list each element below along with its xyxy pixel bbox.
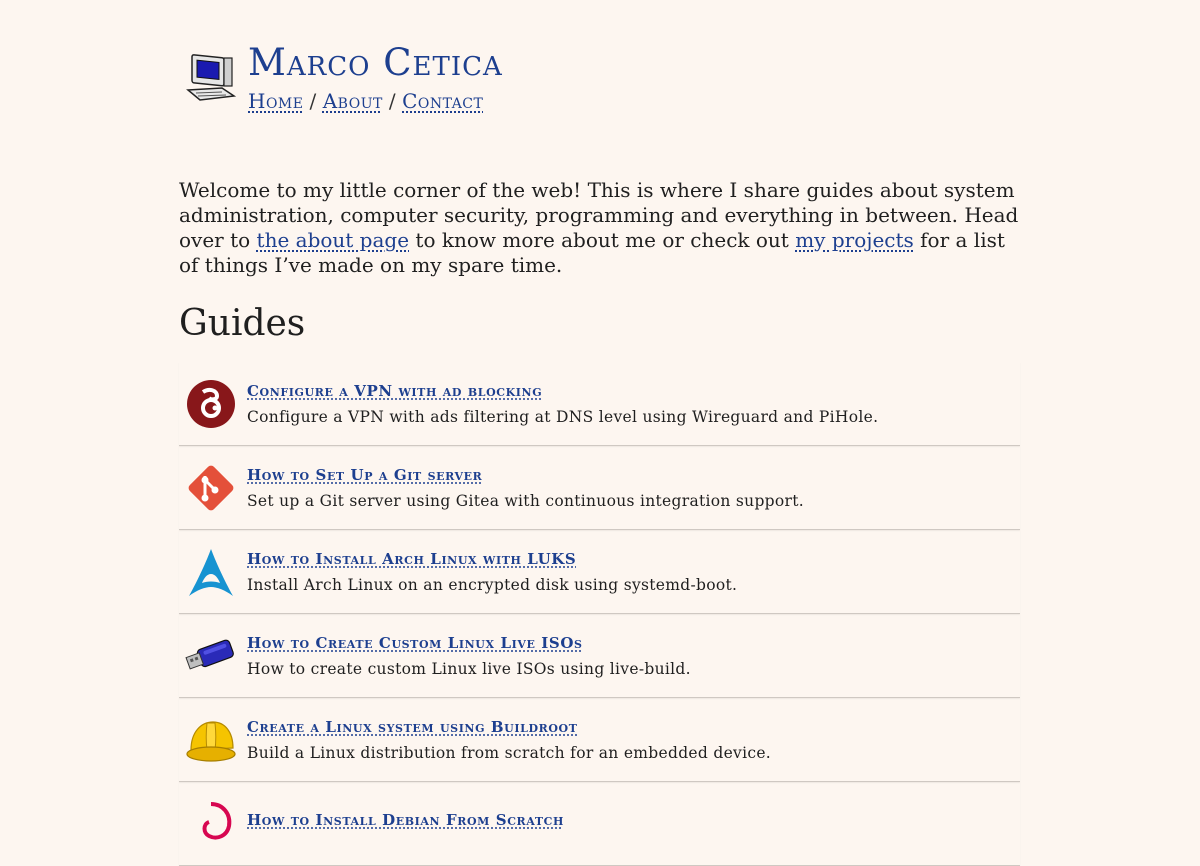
guide-item	[179, 362, 1020, 446]
guide-title-link[interactable]: Create a Linux system using Buildroot	[247, 717, 578, 736]
nav-contact-link[interactable]: Contact	[402, 89, 484, 113]
nav-home-link[interactable]: Home	[248, 89, 304, 113]
guide-description: Set up a Git server using Gitea with continuous integration support.	[247, 491, 805, 510]
guide-item	[179, 446, 1020, 530]
arch-linux-icon	[185, 546, 237, 598]
usb-drive-icon	[185, 630, 237, 682]
guide-item	[179, 614, 1020, 698]
wireguard-icon	[185, 378, 237, 430]
nav-separator: /	[309, 89, 317, 113]
main-nav	[248, 89, 503, 113]
intro-text: Welcome to my little corner of the web! This is where I share guides about system administration, computer security, programming and everything in between. Head over to	[179, 178, 1019, 252]
git-icon	[185, 462, 237, 514]
hard-hat-icon	[185, 714, 237, 766]
guide-title-link[interactable]: How to Install Arch Linux with LUKS	[247, 549, 577, 568]
guide-description: Install Arch Linux on an encrypted disk using systemd-boot.	[247, 575, 738, 594]
site-title: Marco Cetica	[248, 41, 503, 84]
guides-list	[179, 362, 1020, 866]
guide-item	[179, 530, 1020, 614]
intro-paragraph	[179, 178, 1019, 278]
guide-title-link[interactable]: How to Install Debian From Scratch	[247, 810, 564, 829]
intro-text: for a list of things I’ve made on my spare time.	[179, 228, 1005, 277]
debian-icon	[185, 798, 237, 850]
guide-title-link[interactable]: Configure a VPN with ad blocking	[247, 381, 543, 400]
projects-link[interactable]: my projects	[795, 228, 914, 252]
guide-item	[179, 698, 1020, 782]
site-header	[186, 41, 503, 113]
guide-title-link[interactable]: How to Create Custom Linux Live ISOs	[247, 633, 583, 652]
guides-heading: Guides	[179, 303, 306, 344]
guide-description: Build a Linux distribution from scratch for an embedded device.	[247, 743, 772, 762]
guide-description: Configure a VPN with ads filtering at DNS level using Wireguard and PiHole.	[247, 407, 879, 426]
guide-description: How to create custom Linux live ISOs using live-build.	[247, 659, 691, 678]
guide-title-link[interactable]: How to Set Up a Git server	[247, 465, 483, 484]
nav-separator: /	[388, 89, 397, 113]
nav-about-link[interactable]: About	[322, 89, 383, 113]
intro-text: to know more about me or check out	[409, 228, 796, 252]
computer-logo-icon	[186, 50, 238, 106]
about-page-link[interactable]: the about page	[256, 228, 410, 252]
guide-item	[179, 782, 1020, 866]
